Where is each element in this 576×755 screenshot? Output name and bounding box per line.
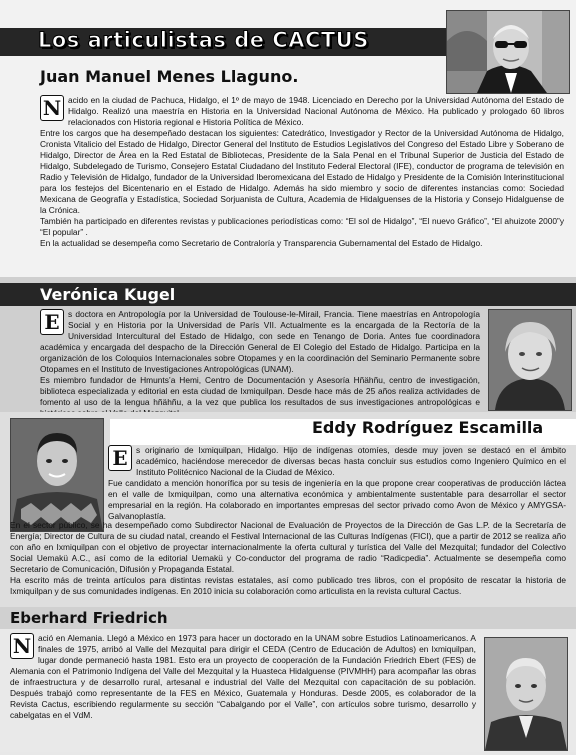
bio-paragraph: Ha escrito más de treinta artículos para distintas revistas estatales, así como publicado tres libros, con el propósito de rescatar la historia de Ixmiquilpan y de sus comunidades indígenas. En 2010 inicia su colaboración como articulista en la revista cultural Cactus. <box>10 575 566 596</box>
section-menes <box>0 0 576 277</box>
drop-cap: E <box>40 309 64 335</box>
portrait-menes-icon <box>447 11 569 93</box>
bio-paragraph: También ha participado en diferentes revistas y publicaciones periodísticas como: “El sol de Hidalgo”, “El nuevo Gráfico”, “El ahuizote 2000”y “El popular” . <box>40 216 564 237</box>
section-friedrich <box>0 607 576 752</box>
bio-menes <box>40 95 564 249</box>
bio-kugel <box>40 309 480 419</box>
page-title: Los articulistas de CACTUS <box>38 28 369 52</box>
portrait-rodriguez-icon <box>11 419 103 531</box>
bio-paragraph: s doctora en Antropología por la Universidad de Toulouse-le-Mirail, Francia. Tiene maestrías en Antropología Social y en Historia por la Universidad de París VII. Actualmente es la encargada de la Rectoría de la Universidad Intercultural del Estado de Hidalgo, con sede en Tenango de Doria. Antes fue coordinadora académica y encargada del despacho de la Dirección General de El Colegio del Estado de Hidalgo. Participa en la organización de los Coloquios Internacionales sobre Otopames y en la coordinación del Seminario Permanente sobre Otopames en el Instituto de Investigaciones Antropológicas (UNAM). <box>40 309 480 374</box>
bio-paragraph: s originario de Ixmiquilpan, Hidalgo. Hijo de indígenas otomíes, desde muy joven se destacó en el ámbito académico, haciéndose merecedor de diversas becas hasta concluir sus estudios como Ingeniero Químico en el Instituto Politécnico Nacional de la Ciudad de México. <box>136 445 566 477</box>
bio-paragraph: En la actualidad se desempeña como Secretario de Contraloría y Transparencia Gubernamental del Estado de Hidalgo. <box>40 238 483 248</box>
author-name-friedrich: Eberhard Friedrich <box>10 609 168 627</box>
bio-paragraph: Es miembro fundador de Hmunts’a Hemi, Centro de Documentación y Asesoría Hñähñu, centro de investigación, biblioteca especializada y editorial en esta ciudad de Ixmiquilpan. Desde hace más de 25 años realiza actividades de fomento al uso de la lengua hñähñu, a la vez que publica los resultados de sus investigaciones antropológicas e <box>40 375 480 407</box>
photo-kugel <box>488 309 572 411</box>
bio-paragraph: acido en la ciudad de Pachuca, Hidalgo, el 1º de mayo de 1948. Licenciado en Derecho por la Universidad Autónoma del Estado de Hidalgo. Realizó una maestría en Historia en la Universidad Nacional Autónoma de México. Ha publicado y prologado 60 libros relacionados con Historia regional e Historia Política de México. <box>68 95 564 127</box>
bio-paragraph: ació en Alemania. Llegó a México en 1973 para hacer un doctorado en la UNAM sobre Estudios Latinoamericanos. A finales de 1975, arribó al Valle del Mezquital para dirigir el CEDA (Centro de Educación de Adultos) en Ixmiquilpan, lugar donde permaneció hasta 1981. Esto era un proyecto de cooperación de la Fundación Friedrich Ebert (FES) de Alemania con el Patrimonio Indígena del Valle del Mezquital y la Huasteca Hidalguense (PIVMHH) para acompañar las obras de infraestructura y de desarrollo rural, artesanal e industrial del Valle del Mezquital con capacitación de su población. Después trabajó como representante de la FES en México, Guatemala y Honduras. Desde 2005, es colaborador de la Revista Cactus, escribiendo regularmente su sección “Cabalgando por el Valle”, con artículos sobre turismo, desarrollo y cabelgatas en el VdM. <box>10 633 476 720</box>
drop-cap: N <box>40 95 64 121</box>
author-name-kugel: Verónica Kugel <box>40 285 176 304</box>
bio-paragraph: Fue candidato a mención honorífica por su tesis de ingeniería en la que propone crear cooperativas de producción láctea en el valle de Ixmiquilpan, como una alternativa económica y ambientalmente sustentable para desarrollar el sector empresarial en la región. Ha colaborado en importantes empresas del sector privado como Avon de México y AMYGSA-Galvanoplastía. <box>108 478 566 521</box>
bio-paragraph: En el sector público, se ha desempeñado como Subdirector Nacional de Evaluación de Proyectos de la Dirección de Gas L.P. de la Secretaría de Energía; Director de Cultura de su ciudad natal, creando el Festival Internacional de las Culturas Indígenas (FICI), que a partir de 2012 se realiza año con año en Ixmiquilpan con el objetivo de proyectar internacionalmente la oferta cultural y turística del Valle del Mezquital; fundador del Colectivo Social Uemakü A.C., así como de la editorial Uemakü y Co-conductor del programa de radio “Radicpedia”. Actualmente se desempeña como Secretario de Comunicación, Difusión y Propaganda Estatal. <box>10 520 566 574</box>
bio-paragraph: Entre los cargos que ha desempeñado destacan los siguientes: Catedrático, Investigador y Rector de la Universidad Autónoma de Hidalgo, Cronista Vitalicio del Estado de Hidalgo, Director General del Instituto de Estudios Legislativos del Congreso del Estado Libre y Soberano de Hidalgo, Director de Área en la Red Estatal de Bibliotecas, Presidente de la Sala Penal en el Tribunal Superior de Justicia del Estado de Hidalgo, Subdelegado de Turismo, Consejero Estatal Ciudadano del Instituto Federal Electoral (IFE), conductor de programa de televisión en Radio y Televisión de Hidalgo, fundador de la Universidad Iberomexicana del Estado de Hidalgo y Presidente de la Comisión Interinstitucional para los festejos del Bicentenario en el Estado de Hidalgo. Además ha sido miembro y socio de diferentes instancias como: Sociedad Mexicana de Geografía y Estadística, Sociedad Sorjuanista de Cultura, Academia de Hidalguenses de la Historia y Consejo Hidalguense de la Crónica. <box>40 128 564 215</box>
photo-menes <box>446 10 570 94</box>
section-kugel <box>0 277 576 412</box>
photo-rodriguez <box>10 418 104 532</box>
bio-rodriguez-intro <box>108 445 566 522</box>
bio-rodriguez-main <box>10 520 566 597</box>
drop-cap: E <box>108 445 132 471</box>
portrait-kugel-icon <box>489 310 571 410</box>
drop-cap: N <box>10 633 34 659</box>
author-name-rodriguez: Eddy Rodríguez Escamilla <box>312 418 544 437</box>
bio-friedrich <box>10 633 476 721</box>
section-rodriguez <box>0 412 576 607</box>
photo-friedrich <box>484 637 568 751</box>
author-name-menes: Juan Manuel Menes Llaguno. <box>40 67 299 86</box>
portrait-friedrich-icon <box>485 638 567 750</box>
